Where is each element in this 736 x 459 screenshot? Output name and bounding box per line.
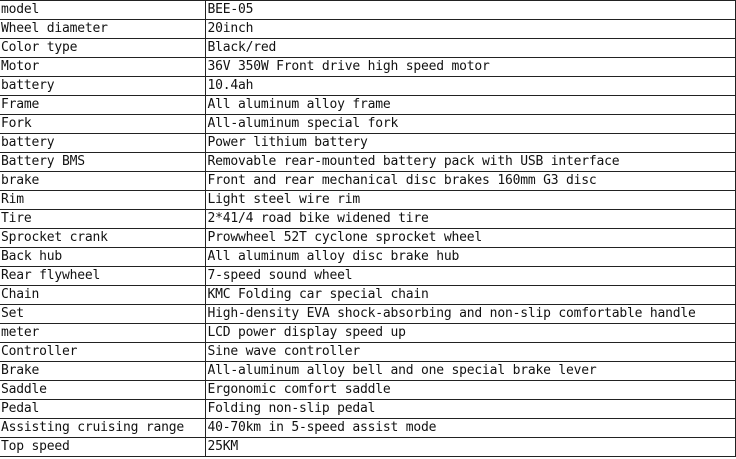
spec-label: Color type [0,39,205,58]
spec-label: Set [0,305,205,324]
spec-value: High-density EVA shock-absorbing and non-slip comfortable handle [205,305,735,324]
spec-value: Black/red [205,39,735,58]
table-row [0,1,735,20]
table-row [0,39,735,58]
spec-value: All-aluminum alloy bell and one special brake lever [205,362,735,381]
spec-label: Pedal [0,400,205,419]
table-row [0,248,735,267]
table-row [0,324,735,343]
table-row [0,438,735,457]
spec-value: Sine wave controller [205,343,735,362]
spec-label: Brake [0,362,205,381]
spec-value: 2*41/4 road bike widened tire [205,210,735,229]
spec-value: 20inch [205,20,735,39]
table-row [0,58,735,77]
table-row [0,381,735,400]
spec-value: KMC Folding car special chain [205,286,735,305]
table-row [0,191,735,210]
spec-label: Top speed [0,438,205,457]
spec-label: Back hub [0,248,205,267]
spec-value: 40-70km in 5-speed assist mode [205,419,735,438]
spec-value: 36V 350W Front drive high speed motor [205,58,735,77]
spec-value: Light steel wire rim [205,191,735,210]
spec-value: Folding non-slip pedal [205,400,735,419]
table-row [0,153,735,172]
table-row [0,362,735,381]
spec-label: Sprocket crank [0,229,205,248]
table-row [0,172,735,191]
spec-value: Front and rear mechanical disc brakes 160mm G3 disc [205,172,735,191]
spec-label: Chain [0,286,205,305]
spec-value: Removable rear-mounted battery pack with USB interface [205,153,735,172]
spec-value: BEE-05 [205,1,735,20]
spec-label: Saddle [0,381,205,400]
spec-value: 7-speed sound wheel [205,267,735,286]
spec-label: meter [0,324,205,343]
spec-label: brake [0,172,205,191]
spec-value: All aluminum alloy frame [205,96,735,115]
spec-value: All-aluminum special fork [205,115,735,134]
spec-label: Motor [0,58,205,77]
table-row [0,134,735,153]
table-row [0,20,735,39]
table-row [0,267,735,286]
spec-label: Frame [0,96,205,115]
spec-label: Rim [0,191,205,210]
spec-label: battery [0,77,205,96]
spec-label: Assisting cruising range [0,419,205,438]
table-row [0,229,735,248]
table-row [0,286,735,305]
spec-value: Ergonomic comfort saddle [205,381,735,400]
table-row [0,210,735,229]
spec-value: Prowwheel 52T cyclone sprocket wheel [205,229,735,248]
spec-value: LCD power display speed up [205,324,735,343]
table-row [0,400,735,419]
table-row [0,115,735,134]
spec-value: All aluminum alloy disc brake hub [205,248,735,267]
spec-label: model [0,1,205,20]
table-row [0,419,735,438]
spec-value: Power lithium battery [205,134,735,153]
spec-label: Controller [0,343,205,362]
spec-label: Tire [0,210,205,229]
spec-label: Fork [0,115,205,134]
spec-label: Battery BMS [0,153,205,172]
table-row [0,305,735,324]
spec-label: Rear flywheel [0,267,205,286]
spec-table-body [0,1,735,457]
spec-value: 10.4ah [205,77,735,96]
spec-label: Wheel diameter [0,20,205,39]
table-row [0,77,735,96]
table-row [0,96,735,115]
table-row [0,343,735,362]
spec-value: 25KM [205,438,735,457]
spec-label: battery [0,134,205,153]
